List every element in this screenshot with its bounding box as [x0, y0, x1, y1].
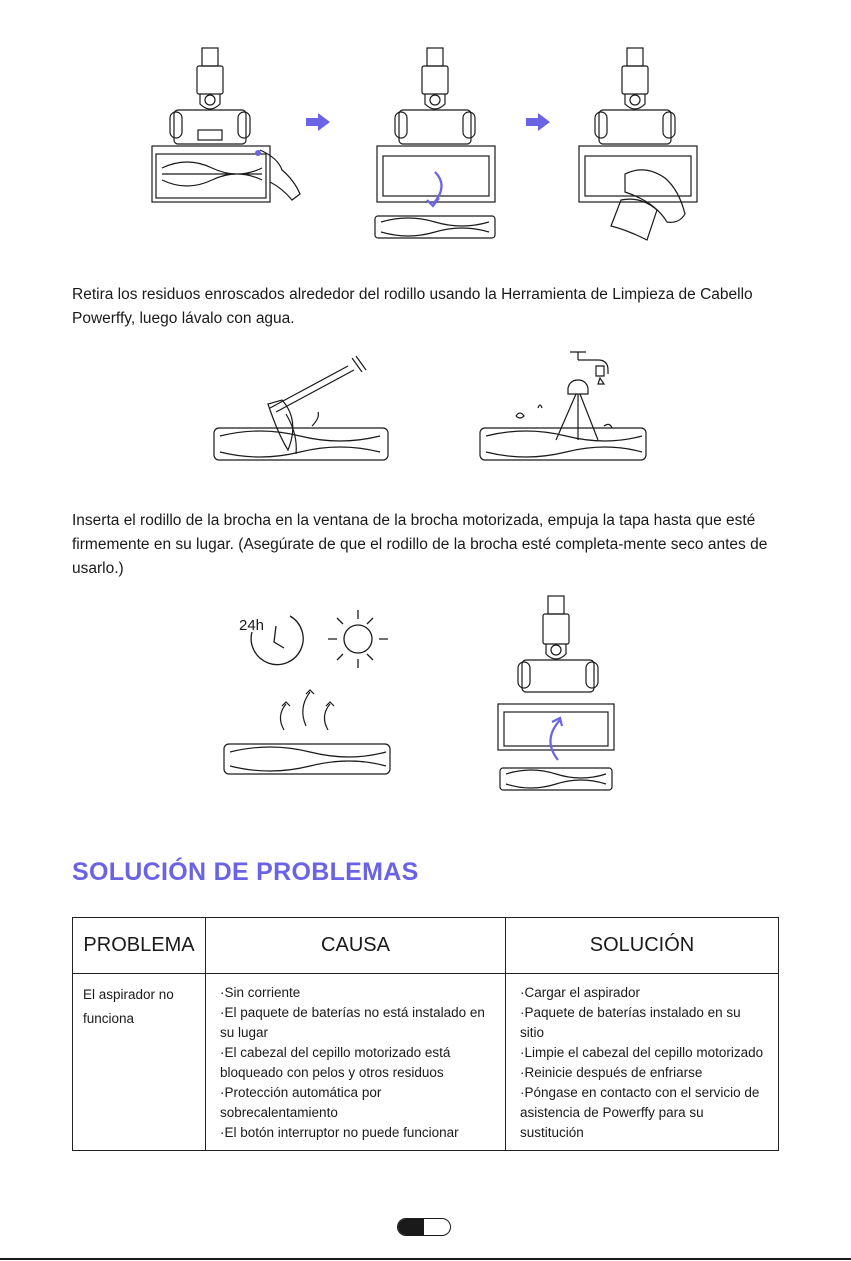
- table-row: [73, 974, 779, 1151]
- sun-icon: [322, 606, 394, 672]
- header-cause: CAUSA: [206, 918, 506, 974]
- brush-roll-insert-illustration: [494, 590, 619, 796]
- hair-tool-cleaning-illustration: [212, 352, 392, 464]
- cause-item: ·El paquete de baterías no está instalado en su lugar: [220, 1005, 485, 1040]
- arrow-right-icon: [306, 113, 330, 131]
- brush-roll-removed-illustration: [365, 40, 505, 250]
- solution-item: ·Cargar el aspirador: [520, 985, 641, 1000]
- cause-item: ·El botón interruptor no puede funcionar: [220, 1125, 459, 1140]
- table-header-row: [73, 918, 779, 974]
- brush-window-wipe-illustration: [575, 40, 705, 250]
- arrow-right-icon: [526, 113, 550, 131]
- clock-label: 24h: [239, 617, 265, 634]
- section-title: SOLUCIÓN DE PROBLEMAS: [72, 858, 419, 886]
- drying-heat-illustration: [222, 686, 394, 778]
- header-problem: PROBLEMA: [73, 918, 206, 974]
- cause-item: ·El cabezal del cepillo motorizado está bloqueado con pelos y otros residuos: [220, 1045, 451, 1080]
- cause-item: ·Protección automática por sobrecalentamiento: [220, 1085, 382, 1120]
- solution-item: ·Póngase en contacto con el servicio de asistencia de Powerffy para su sustitución: [520, 1085, 760, 1140]
- release-button-icon: [255, 150, 261, 156]
- troubleshooting-table: [72, 917, 779, 1151]
- page-indicator: [397, 1218, 451, 1236]
- cause-item: ·Sin corriente: [220, 985, 301, 1000]
- instruction-step-2: Inserta el rodillo de la brocha en la ventana de la brocha motorizada, empuja la tapa hasta que esté firmemente en su lugar. (Asegúrate de que el rodillo de la brocha esté completa-mente seco antes de usarlo.): [72, 512, 768, 577]
- faucet-rinse-illustration: [478, 346, 650, 466]
- solution-item: ·Limpie el cabezal del cepillo motorizado: [520, 1045, 764, 1060]
- cause-cell: [206, 974, 506, 1151]
- page-indicator-fill: [398, 1219, 424, 1235]
- solution-item: ·Reinicie después de enfriarse: [520, 1065, 703, 1080]
- bottom-rule: [0, 1258, 851, 1260]
- solution-cell: [506, 974, 779, 1151]
- header-solution: SOLUCIÓN: [506, 918, 779, 974]
- solution-item: ·Paquete de baterías instalado en su sitio: [520, 1005, 741, 1040]
- instruction-step-1: Retira los residuos enroscados alrededor del rodillo usando la Herramienta de Limpieza de Cabello Powerffy, luego lávalo con agua.: [72, 286, 753, 327]
- brush-head-release-illustration: [140, 40, 310, 250]
- problem-cell: El aspirador no funciona: [73, 974, 206, 1151]
